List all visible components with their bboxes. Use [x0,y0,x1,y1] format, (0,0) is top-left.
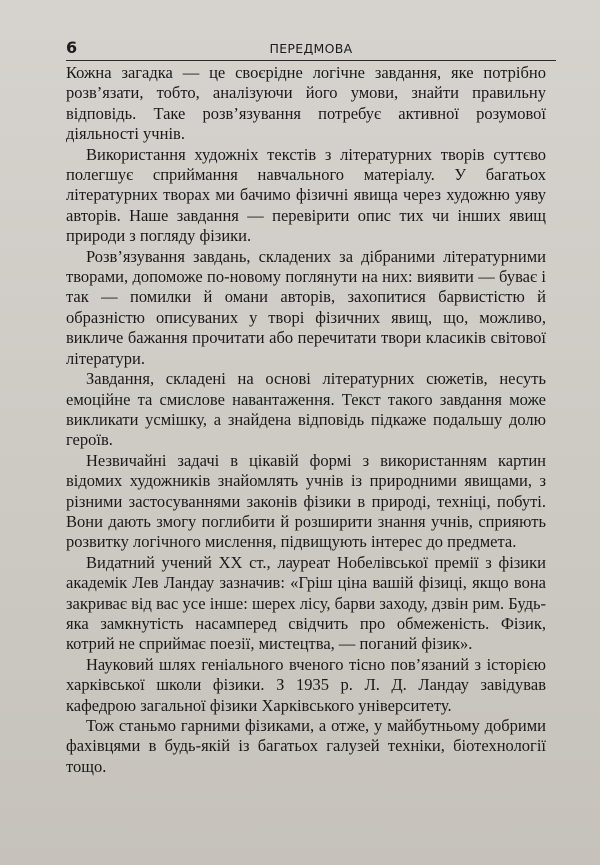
paragraph-closing: Тож станьмо гарними фізиками, а отже, у майбутньому добрими фахівцями в будь-якій із багатьох галузей техніки, біотехнології тощо. [66,716,546,776]
paragraph-paintings: Незвичайні задачі в цікавій формі з використанням картин відомих художників знайомлять учнів із природними явищами, з різними застосуваннями законів фізики в природі, техніці, побуті. Вони дають змогу поглибити й розширити знання учнів, сприяють розвитку логічного мислення, підвищують інтерес до предмета. [66,450,546,552]
page-header [66,38,556,61]
body-text [66,63,546,777]
page-number: 6 [66,38,78,57]
paragraph-kharkiv-school: Науковий шлях геніального вченого тісно пов’язаний з історією харківської школи фізики. З 1935 р. Л. Д. Ландау завідував кафедрою загальної фізики Харківського університету. [66,654,546,715]
paragraph-literary-texts: Використання художніх текстів з літературних творів суттєво полегшує сприймання навчального матеріалу. У багатьох літературних творах ми бачимо фізичні явища через художню уяву авторів. Наше завдання — перевірити опис тих чи інших явищ природи з погляду фізики. [66,144,546,246]
paragraph-riddles: Кожна загадка — це своєрідне логічне завдання, яке потрібно розв’язати, тобто, аналізуючи його умови, знайти правильну відповідь. Таке розв’язування потребує активної розумової діяльності учнів. [66,63,546,144]
paragraph-literary-plots: Завдання, складені на основі літературних сюжетів, несуть емоційне та смислове навантаження. Текст такого завдання може викликати усмішку, а знайдена відповідь підкаже подальшу долю героїв. [66,369,546,450]
running-title: ПЕРЕДМОВА [269,41,353,56]
paragraph-solving-tasks: Розв’язування завдань, складених за дібраними літературними творами, допоможе по-новому поглянути на них: виявити — буває і так — помилки й омани авторів, захопитися барвистістю й образністю описуваних у творі фізичних явищ, що, можливо, викличе бажання прочитати або перечитати твори класиків світової літератури. [66,246,546,368]
paragraph-landau-quote: Видатний учений XX ст., лауреат Нобелівської премії з фізики академік Лев Ландау зазначив: «Гріш ціна вашій фізиці, якщо вона закриває від вас усе інше: шерех лісу, барви заходу, дзвін рим. Будь-яка замкнутість насамперед свідчить про обмеженість. Фізик, котрий не сприймає поезії, мистецтва, — поганий фізик». [66,552,546,654]
